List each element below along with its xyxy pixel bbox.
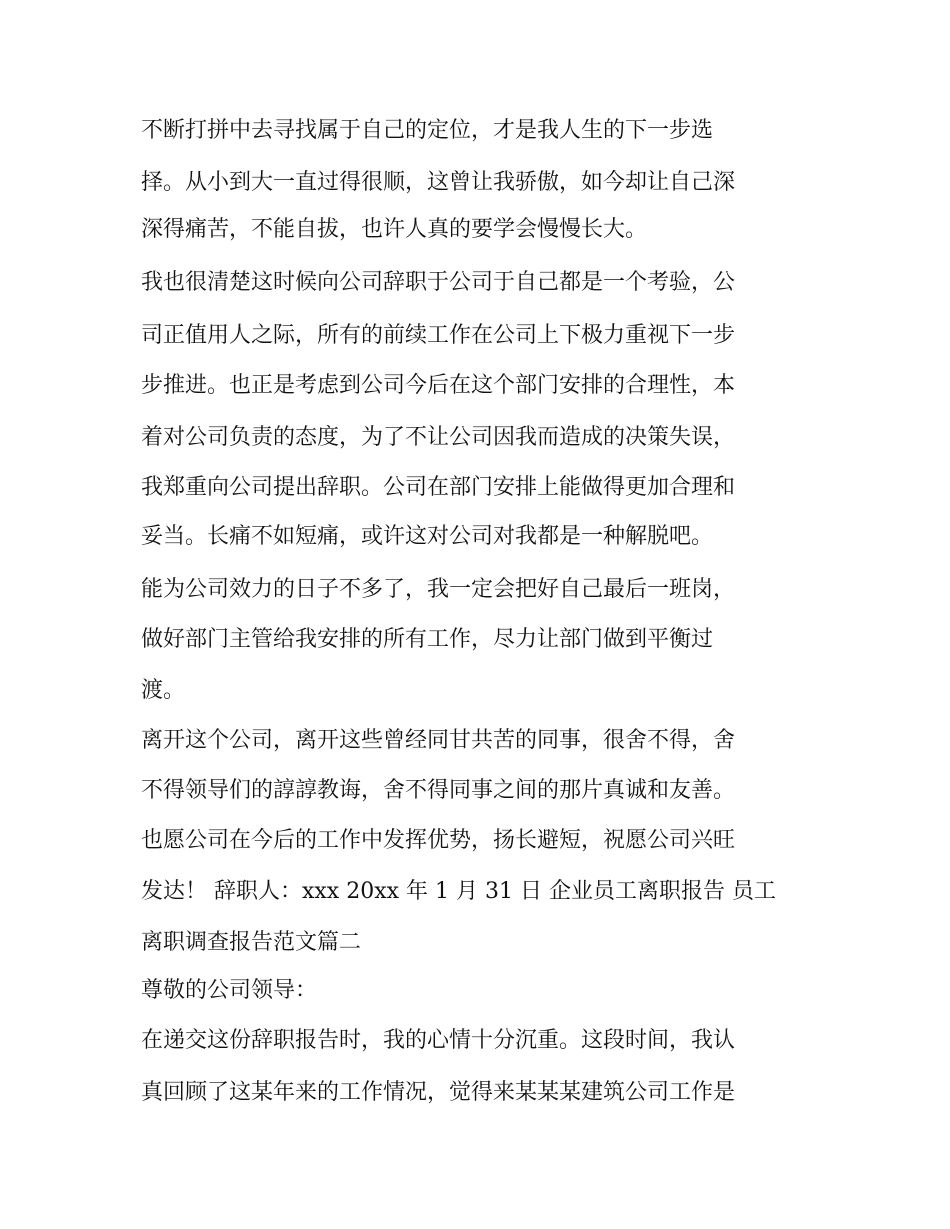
text-line: 渡。: [141, 678, 186, 703]
text-line: 我也很清楚这时候向公司辞职于公司于自己都是一个考验，公: [141, 270, 736, 295]
text-line: 离开这个公司，离开这些曾经同甘共苦的同事，很舍不得，舍: [141, 728, 736, 753]
text-line: 离职调查报告范文篇二: [141, 930, 362, 955]
text-line: 司正值用人之际，所有的前续工作在公司上下极力重视下一步: [141, 323, 736, 348]
text-line: 深得痛苦，不能自拔，也许人真的要学会慢慢长大。: [141, 217, 648, 242]
text-line: 也愿公司在今后的工作中发挥优势，扬长避短，祝愿公司兴旺: [141, 828, 736, 853]
text-line: 妥当。长痛不如短痛，或许这对公司对我都是一种解脱吧。: [141, 524, 714, 549]
text-line: 步推进。也正是考虑到公司今后在这个部门安排的合理性，本: [141, 373, 736, 398]
text-line: 能为公司效力的日子不多了，我一定会把好自己最后一班岗，: [141, 577, 736, 602]
text-line: 我郑重向公司提出辞职。公司在部门安排上能做得更加合理和: [141, 475, 736, 500]
text-line: 真回顾了这某年来的工作情况，觉得来某某某建筑公司工作是: [141, 1080, 736, 1105]
text-line: 不得领导们的諄諄教诲，舍不得同事之间的那片真诚和友善。: [141, 778, 736, 803]
text-line: 着对公司负责的态度，为了不让公司因我而造成的决策失误，: [141, 425, 736, 450]
text-line: 尊敬的公司领导：: [141, 978, 318, 1003]
text-line: 不断打拼中去寻找属于自己的定位，才是我人生的下一步选: [141, 118, 714, 143]
text-line: 做好部门主管给我安排的所有工作，尽力让部门做到平衡过: [141, 627, 714, 652]
text-line: 发达！ 辞职人：xxx 20xx 年 1 月 31 日 企业员工离职报告 员工: [141, 879, 776, 904]
text-line: 在递交这份辞职报告时，我的心情十分沉重。这段时间，我认: [141, 1028, 736, 1053]
text-line: 择。从小到大一直过得很顺，这曾让我骄傲，如今却让自己深: [141, 170, 736, 195]
